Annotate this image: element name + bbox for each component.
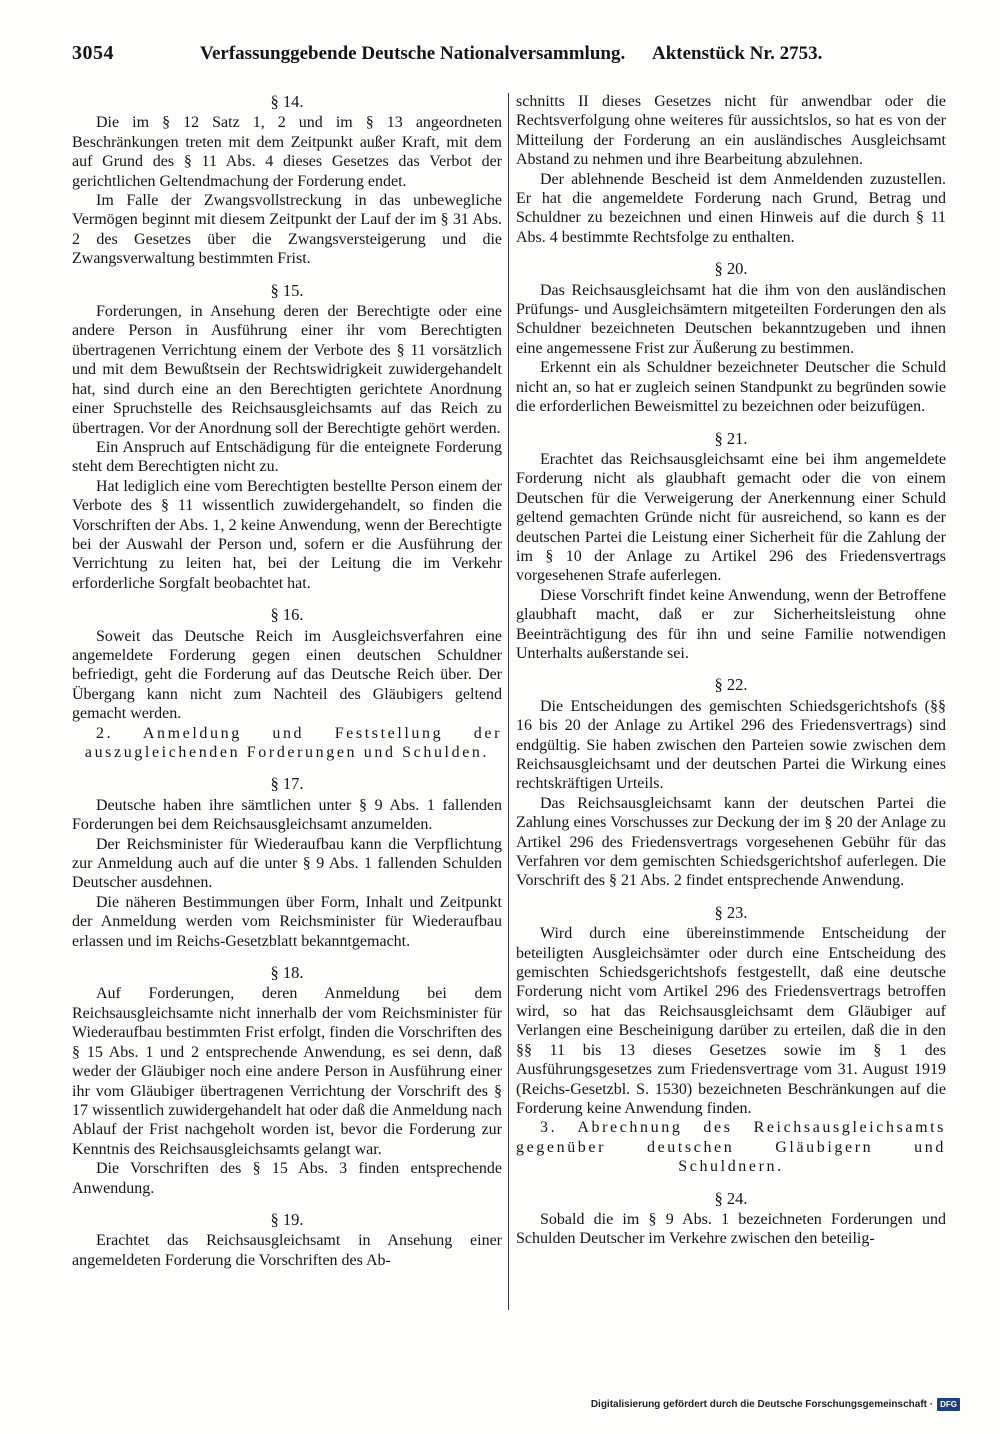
document-reference: Aktenstück Nr. 2753. (652, 43, 823, 64)
paragraph: Das Reichsausgleichsamt kann der deutschen Partei die Zahlung eines Vorschusses zur Deckung der im § 20 der Anlage zu Artikel 296 des Friedensvertrags vorgesehenen Gebühr für das Verfahren vor dem gemischten Schiedsgerichtshof auferlegen. Die Vorschrift des § 21 Abs. 2 findet entsprechende Anwendung. (516, 794, 946, 890)
paragraph: Auf Forderungen, deren Anmeldung bei dem Reichsausgleichsamte nicht innerhalb der vom Reichsminister für Wiederaufbau bestimmten Frist erfolgt, finden die Vorschriften des § 15 Abs. 1 und 2 entsprechende Anwendung, es sei denn, daß weder der Gläubiger noch eine andere Person in Ausführung einer ihr vom Gläubiger übertragenen Verrichtung der Vorschrift des § 17 wissentlich zuwidergehandelt hat oder daß die Anmeldung nach Ablauf der Frist nachgeholt worden ist, bevor die Forderung zur Kenntnis des Reichsausgleichsamts gelangt war. (72, 985, 502, 1158)
section-heading-21: § 21. (714, 428, 748, 448)
paragraph: Das Reichsausgleichsamt hat die ihm von den ausländischen Prüfungs- und Ausgleichsämtern mitgeteilten Forderungen den als Schuldner bezeichneten Deutschen bekanntzugeben und ihnen eine angemessene Frist zur Äußerung zu bestimmen. (516, 281, 946, 357)
paragraph: Erkennt ein als Schuldner bezeichneter Deutscher die Schuld nicht an, so hat er zugleich seinen Standpunkt zu begründen sowie die erforderlichen Beweismittel zu bezeichnen oder beizufügen. (516, 359, 946, 416)
section-heading-23: § 23. (714, 902, 748, 922)
dfg-logo: DFG (937, 1398, 960, 1411)
section-heading-16: § 16. (270, 605, 304, 625)
section-heading-17: § 17. (270, 774, 304, 794)
part-title-2: 2. Anmeldung und Feststellung der auszugleichenden Forderungen und Schulden. (84, 724, 502, 761)
paragraph: Die im § 12 Satz 1, 2 und im § 13 angeordneten Beschränkungen treten mit dem Zeitpunkt außer Kraft, mit dem auf Grund des § 11 Abs. 4 dieses Gesetzes das Verbot der gerichtlichen Geltendmachung der Forderung endet. (72, 114, 502, 190)
paragraph: Erachtet das Reichsausgleichsamt eine bei ihm angemeldete Forderung nicht als glaubhaft gemacht oder die von einem Deutschen für die Verweigerung der Anerkennung einer Schuld geltend gemachten Gründe nicht für ausreichend, so kann es der deutschen Partei die Leistung einer Sicherheit für die Zahlung der im § 10 der Anlage zu Artikel 296 des Friedensvertrags vorgesehenen Strafe auferlegen. (516, 450, 946, 585)
section-heading-14: § 14. (270, 92, 304, 111)
paragraph: Forderungen, in Ansehung deren der Berechtigte oder eine andere Person in Ausführung einer ihr vom Berechtigten übertragenen Verrichtung einem der Verbote des § 11 vorsätzlich und mit dem Bewußtsein der Rechtswidrigkeit zuwidergehandelt hat, sind durch eine an den Berechtigten gerichtete Anordnung einer Spruchstelle des Reichsausgleichsamts auf das Reich zu übertragen. Vor der Anordnung soll der Berechtigte gehört werden. (72, 303, 502, 437)
funding-note: Digitalisierung gefördert durch die Deutsche Forschungsgemeinschaft · (590, 1399, 934, 1410)
paragraph: Sobald die im § 9 Abs. 1 bezeichneten Forderungen und Schulden Deutscher im Verkehre zwischen den beteilig- (516, 1210, 946, 1248)
section-heading-18: § 18. (270, 963, 304, 983)
running-title: Verfassunggebende Deutsche Nationalversammlung. (200, 43, 626, 64)
section-heading-24: § 24. (714, 1188, 748, 1208)
paragraph: Der ablehnende Bescheid ist dem Anmeldenden zuzustellen. Er hat die angemeldete Forderung nach Grund, Betrag und Schuldner zu bezeichnen und einen Hinweis auf die durch § 11 Abs. 4 bestimmte Rechtsfolge zu enthalten. (516, 170, 946, 246)
section-heading-15: § 15. (270, 280, 304, 300)
left-column (72, 92, 502, 1270)
part-title-3: 3. Abrechnung des Reichsausgleichsamts gegenüber deutschen Gläubigern und Schuldnern. (516, 1119, 946, 1176)
paragraph: Erachtet das Reichsausgleichsamt in Ansehung einer angemeldeten Forderung die Vorschriften des Ab- (72, 1232, 502, 1269)
paragraph: Wird durch eine übereinstimmende Entscheidung der beteiligten Ausgleichsämter oder durch eine Entscheidung des gemischten Schiedsgerichtshofs festgestellt, daß eine deutsche Forderung nicht vom Artikel 296 des Friedensvertrags betroffen wird, so hat das Reichsausgleichsamt dem Gläubiger auf Verlangen eine Bescheinigung darüber zu erteilen, daß die in den §§ 11 bis 13 dieses Gesetzes sowie im § 1 des Ausführungsgesetzes zum Friedensvertrage vom 31. August 1919 (Reichs-Gesetzbl. S. 1530) bezeichneten Beschränkungen auf die Forderung keine Anwendung finden. (516, 925, 946, 1117)
section-heading-19: § 19. (270, 1209, 304, 1229)
paragraph: Diese Vorschrift findet keine Anwendung, wenn der Betroffene glaubhaft macht, daß er zur Sicherheitsleistung ohne Beeinträchtigung des für ihn und seine Familie notwendigen Unterhalts außerstande sei. (516, 586, 946, 662)
paragraph-continued: schnitts II dieses Gesetzes nicht für anwendbar oder die Rechtsverfolgung ohne weiteres für aussichtslos, so hat es von der Mitteilung der Forderung an ein ausländisches Ausgleichsamt Abstand zu nehmen und ihre Bearbeitung abzulehnen. (516, 93, 946, 169)
paragraph: Soweit das Deutsche Reich im Ausgleichsverfahren eine angemeldete Forderung gegen einen deutschen Schuldner befriedigt, geht die Forderung auf das Deutsche Reich über. Der Übergang kann nicht zum Nachteil des Gläubigers geltend gemacht werden. (72, 627, 502, 723)
digitization-footer (591, 1398, 960, 1411)
paragraph: Ein Anspruch auf Entschädigung für die enteignete Forderung steht dem Berechtigten nicht zu. (72, 438, 502, 476)
section-heading-22: § 22. (714, 675, 748, 695)
paragraph: Im Falle der Zwangsvollstreckung in das unbewegliche Vermögen beginnt mit diesem Zeitpunkt der Lauf der im § 31 Abs. 2 des Gesetzes über die Zwangsversteigerung und die Zwangsverwaltung bestimmten Frist. (72, 192, 502, 268)
paragraph: Die Entscheidungen des gemischten Schiedsgerichtshofs (§§ 16 bis 20 der Anlage zu Artikel 296 des Friedensvertrags) sind endgültig. Sie haben zwischen den Parteien sowie zwischen dem Reichsausgleichsamt und der deutschen Partei die Wirkung eines rechtskräftigen Urteils. (516, 697, 946, 793)
paragraph: Die näheren Bestimmungen über Form, Inhalt und Zeitpunkt der Anmeldung werden vom Reichsminister für Wiederaufbau erlassen und im Reichs-Gesetzblatt bekanntgemacht. (72, 893, 502, 950)
paragraph: Hat lediglich eine vom Berechtigten bestellte Person einem der Verbote des § 11 wissentlich zuwidergehandelt, so finden die Vorschriften der Abs. 1, 2 keine Anwendung, wenn der Berechtigte bei der Auswahl der Person und, sofern er die Ausführung der Verrichtung zu leiten hat, bei der Leitung die im Verkehr erforderliche Sorgfalt beobachtet hat. (72, 477, 502, 592)
section-heading-20: § 20. (714, 259, 748, 279)
paragraph: Der Reichsminister für Wiederaufbau kann die Verpflichtung zur Anmeldung auch auf die unter § 9 Abs. 1 fallenden Schulden Deutscher ausdehnen. (72, 835, 502, 892)
page-number: 3054 (72, 42, 114, 64)
column-divider (508, 93, 509, 1310)
paragraph: Deutsche haben ihre sämtlichen unter § 9 Abs. 1 fallenden Forderungen bei dem Reichsausgleichsamt anzumelden. (72, 796, 502, 834)
paragraph: Die Vorschriften des § 15 Abs. 3 finden entsprechende Anwendung. (72, 1160, 502, 1197)
right-column (516, 92, 946, 1249)
